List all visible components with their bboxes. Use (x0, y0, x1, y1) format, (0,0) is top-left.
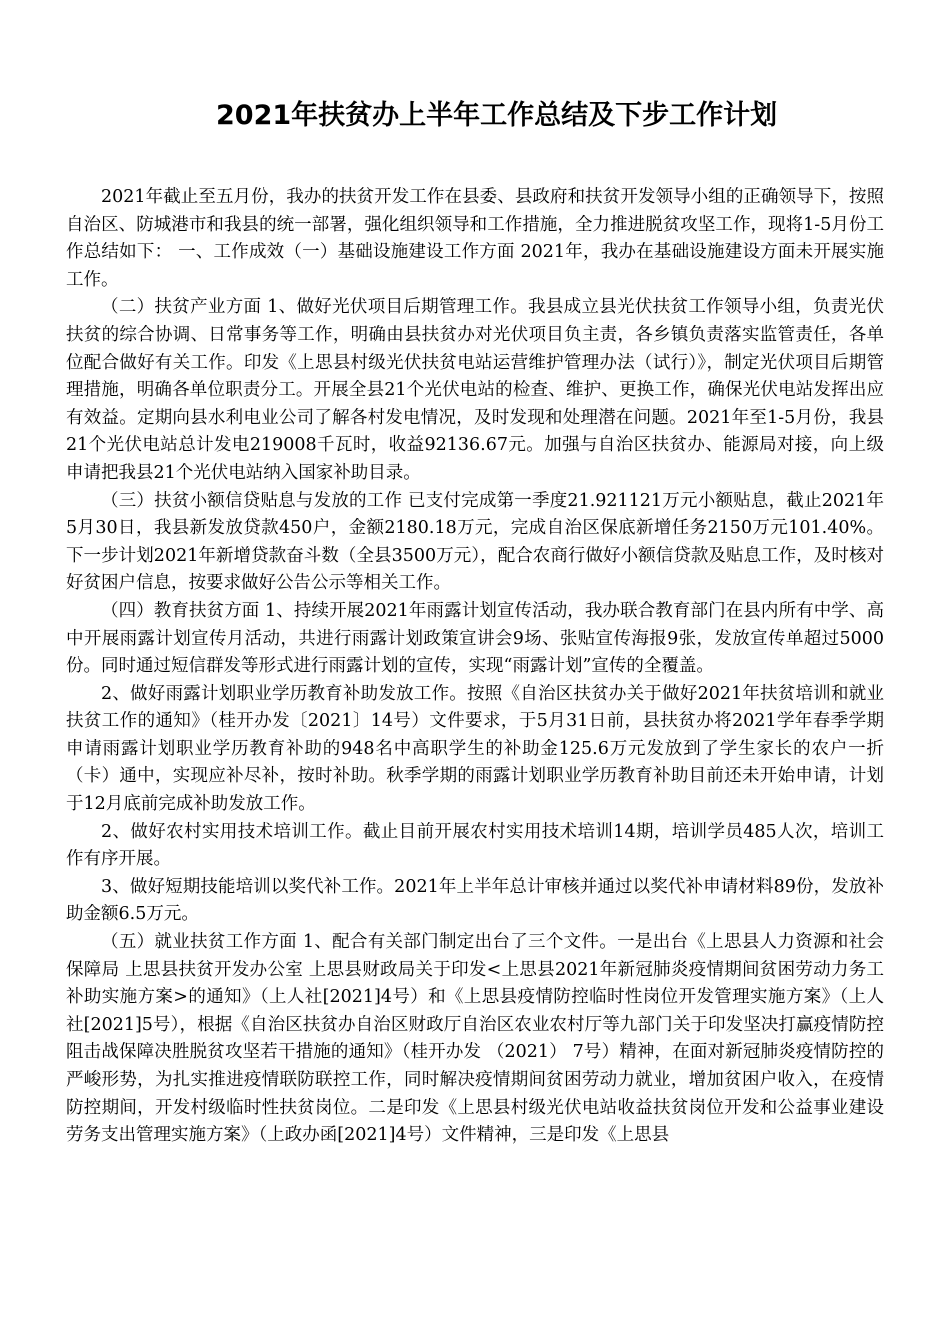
paragraph-employment: （五）就业扶贫工作方面 1、配合有关部门制定出台了三个文件。一是出台《上思县人力资源和社会保障局 上思县扶贫开发办公室 上思县财政局关于印发<上思县2021年新冠肺炎疫情期间贫困劳动力务工补助实施方案>的通知》（上人社[2021]4号）和《上思县疫情防控临时性岗位开发管理实施方案》（上人社[2021]5号），根据《自治区扶贫办自治区财政厅自治区农业农村厅等九部门关于印发坚决打赢疫情防控阻击战保障决胜脱贫攻坚若干措施的通知》（桂开办发 （2021） 7号）精神，在面对新冠肺炎疫情防控的严峻形势，为扎实推进疫情联防联控工作，同时解决疫情期间贫困劳动力就业，增加贫困户收入，在疫情防控期间，开发村级临时性扶贫岗位。二是印发《上思县村级光伏电站收益扶贫岗位开发和公益事业建设劳务支出管理实施方案》（上政办函[2021]4号）文件精神，三是印发《上思县 (66, 932, 884, 1146)
paragraph-industry: （二）扶贫产业方面 1、做好光伏项目后期管理工作。我县成立县光伏扶贫工作领导小组，负责光伏扶贫的综合协调、日常事务等工作，明确由县扶贫办对光伏项目负主责，各乡镇负责落实监管责任，各单位配合做好有关工作。印发《上思县村级光伏扶贫电站运营维护管理办法（试行）》，制定光伏项目后期管理措施，明确各单位职责分工。开展全县21个光伏电站的检查、维护、更换工作，确保光伏电站发挥出应有效益。定期向县水利电业公司了解各村发电情况，及时发现和处理潜在问题。2021年至1-5月份，我县21个光伏电站总计发电219008千瓦时，收益92136.67元。加强与自治区扶贫办、能源局对接，向上级申请把我县21个光伏电站纳入国家补助目录。 (66, 297, 884, 483)
document-body (66, 184, 884, 1150)
paragraph-microcredit: （三）扶贫小额信贷贴息与发放的工作 已支付完成第一季度21.921121万元小额贴息，截止2021年5月30日，我县新发放贷款450户，金额2180.18万元，完成自治区保底新增任务2150万元101.40%。下一步计划2021年新增贷款奋斗数（全县3500万元），配合农商行做好小额信贷款及贴息工作，及时核对好贫困户信息，按要求做好公告公示等相关工作。 (66, 490, 884, 594)
document-title: 2021年扶贫办上半年工作总结及下步工作计划 (216, 100, 778, 131)
paragraph-education-subsidy: 2、做好雨露计划职业学历教育补助发放工作。按照《自治区扶贫办关于做好2021年扶贫培训和就业扶贫工作的通知》（桂开办发〔2021〕14号）文件要求，于5月31日前，县扶贫办将2021学年春季学期申请雨露计划职业学历教育补助的948名中高职学生的补助金125.6万元发放到了学生家长的农户一折（卡）通中，实现应补尽补，按时补助。秋季学期的雨露计划职业学历教育补助目前还未开始申请，计划于12月底前完成补助发放工作。 (66, 683, 884, 815)
paragraph-intro: 2021年截止至五月份，我办的扶贫开发工作在县委、县政府和扶贫开发领导小组的正确领导下，按照自治区、防城港市和我县的统一部署，强化组织领导和工作措施，全力推进脱贫攻坚工作，现将1-5月份工作总结如下： 一、工作成效（一）基础设施建设工作方面 2021年，我办在基础设施建设方面未开展实施工作。 (66, 187, 884, 290)
paragraph-skills-training: 3、做好短期技能培训以奖代补工作。2021年上半年总计审核并通过以奖代补申请材料89份，发放补助金额6.5万元。 (66, 876, 884, 925)
document-page (66, 96, 884, 1150)
paragraph-rural-training: 2、做好农村实用技术培训工作。截止目前开展农村实用技术培训14期，培训学员485人次，培训工作有序开展。 (66, 821, 884, 870)
paragraph-education: （四）教育扶贫方面 1、持续开展2021年雨露计划宣传活动，我办联合教育部门在县内所有中学、高中开展雨露计划宣传月活动，共进行雨露计划政策宣讲会9场、张贴宣传海报9张，发放宣传单超过5000份。同时通过短信群发等形式进行雨露计划的宣传，实现“雨露计划”宣传的全覆盖。 (66, 600, 884, 677)
